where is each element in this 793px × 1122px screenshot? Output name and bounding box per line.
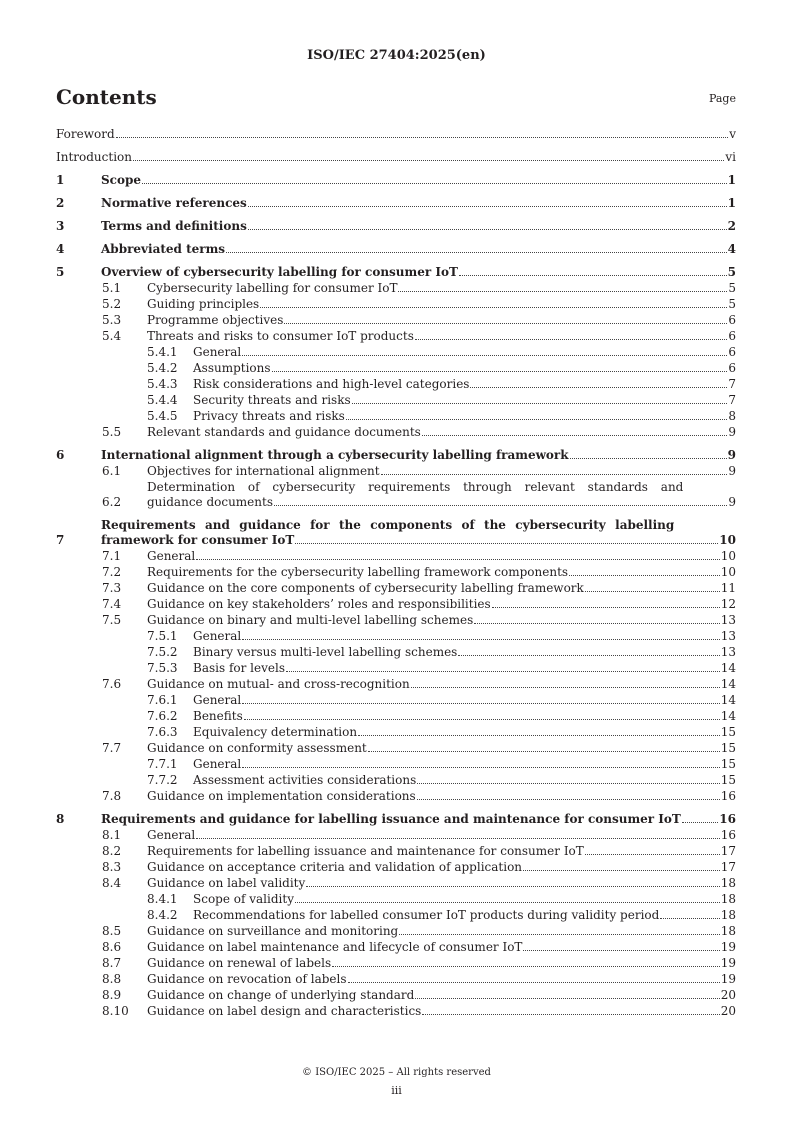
toc-entry-title: Programme objectives — [147, 313, 284, 327]
toc-entry[interactable] — [56, 598, 736, 611]
toc-entry-number: 5.3 — [102, 313, 122, 327]
toc-entry-title: Basis for levels — [193, 661, 285, 675]
toc-entry[interactable] — [56, 220, 736, 233]
toc-entry[interactable] — [56, 449, 736, 462]
toc-entry-number: 8.3 — [102, 860, 122, 874]
toc-entry-page: 4 — [727, 242, 736, 256]
toc-entry[interactable] — [56, 298, 736, 311]
toc-entry-number: 8.6 — [102, 940, 122, 954]
toc-entry[interactable] — [56, 774, 736, 787]
toc-entry[interactable] — [56, 314, 736, 327]
toc-entry[interactable] — [56, 829, 736, 842]
dot-leader — [248, 229, 727, 230]
toc-entry-number: 5.4.2 — [147, 361, 178, 375]
dot-leader — [492, 607, 720, 608]
toc-entry-number: 8.7 — [102, 956, 122, 970]
toc-entry[interactable] — [56, 243, 736, 256]
toc-entry[interactable] — [56, 174, 736, 187]
toc-entry-title: Assumptions — [193, 361, 271, 375]
toc-entry-number: 8.4 — [102, 876, 122, 890]
toc-entry[interactable] — [56, 378, 736, 391]
toc-entry-title: Guidance on change of underlying standard — [147, 988, 415, 1002]
toc-entry-title: Guidance on label validity — [147, 876, 306, 890]
toc-entry[interactable] — [56, 330, 736, 343]
toc-entry-page: 10 — [719, 533, 736, 547]
toc-entry-page: 5 — [728, 281, 736, 295]
toc-entry-page: 15 — [720, 725, 736, 739]
toc-entry-page: 18 — [720, 892, 736, 906]
toc-entry[interactable] — [56, 941, 736, 954]
toc-entry-title: Relevant standards and guidance documents — [147, 425, 421, 439]
toc-entry-page: 15 — [720, 741, 736, 755]
dot-leader — [415, 998, 719, 999]
toc-entry-page: 19 — [720, 956, 736, 970]
toc-entry-page: 5 — [728, 297, 736, 311]
dot-leader — [272, 371, 728, 372]
toc-entry-title: Assessment activities considerations — [193, 773, 417, 787]
toc-entry-page: 15 — [720, 773, 736, 787]
toc-entry-page: 17 — [720, 860, 736, 874]
toc-entry-title: Privacy threats and risks — [193, 409, 345, 423]
toc-entry-number: 7.5.3 — [147, 661, 178, 675]
dot-leader — [248, 206, 727, 207]
toc-entry[interactable] — [56, 957, 736, 970]
toc-entry[interactable] — [56, 662, 736, 675]
toc-entry-number: 7.6 — [102, 677, 122, 691]
toc-entry-page: 11 — [720, 581, 736, 595]
toc-entry-number: 8.10 — [102, 1004, 129, 1018]
toc-entry-number: 7.2 — [102, 565, 122, 579]
toc-entry-number: 7.3 — [102, 581, 122, 595]
toc-entry-title: Security threats and risks — [193, 393, 351, 407]
page-column-label: Page — [708, 92, 736, 105]
dot-leader — [398, 291, 727, 292]
toc-entry-page: 8 — [728, 409, 736, 423]
dot-leader — [352, 403, 728, 404]
toc-entry-page: 13 — [720, 629, 736, 643]
toc-entry-title: Guidance on surveillance and monitoring — [147, 924, 399, 938]
toc-entry[interactable] — [56, 266, 736, 279]
dot-leader — [422, 1014, 719, 1015]
toc-entry-number: 6.1 — [102, 464, 122, 478]
toc-entry-title: guidance documents — [147, 495, 273, 509]
toc-entry-title: General — [193, 693, 242, 707]
toc-entry-title: Guidance on key stakeholders’ roles and responsibilities — [147, 597, 491, 611]
toc-entry-title: Benefits — [193, 709, 243, 723]
toc-entry-number: 7.6.3 — [147, 725, 178, 739]
dot-leader — [260, 307, 727, 308]
toc-entry[interactable] — [56, 519, 736, 547]
toc-entry-page: 9 — [728, 495, 736, 509]
toc-entry-title: General — [147, 828, 196, 842]
toc-entry-title: Requirements for labelling issuance and maintenance for consumer IoT — [147, 844, 584, 858]
toc-entry-title: Recommendations for labelled consumer IoT products during validity period — [193, 908, 660, 922]
toc-entry-page: 6 — [728, 361, 736, 375]
toc-entry-number: 8.8 — [102, 972, 122, 986]
toc-entry-title: Objectives for international alignment — [147, 464, 380, 478]
toc-entry-title: Guidance on acceptance criteria and validation of application — [147, 860, 523, 874]
toc-entry-title: framework for consumer IoT — [101, 533, 295, 547]
toc-entry-title: Determination of cybersecurity requirements through relevant standards and — [147, 480, 684, 494]
toc-entry-number: 8.9 — [102, 988, 122, 1002]
dot-leader — [242, 703, 719, 704]
toc-entry[interactable] — [56, 678, 736, 691]
dot-leader — [411, 687, 720, 688]
toc-entry-page: vi — [725, 150, 736, 164]
dot-leader — [422, 435, 728, 436]
toc-entry-title: Abbreviated terms — [101, 242, 226, 256]
toc-entry-page: 1 — [727, 173, 736, 187]
toc-entry-title: Guidance on implementation considerations — [147, 789, 416, 803]
toc-entry-title: Threats and risks to consumer IoT products — [147, 329, 414, 343]
toc-entry[interactable] — [56, 758, 736, 771]
toc-entry-page: 9 — [727, 448, 736, 462]
dot-leader — [474, 623, 719, 624]
toc-entry[interactable] — [56, 909, 736, 922]
toc-entry-page: 12 — [720, 597, 736, 611]
toc-entry-title: Overview of cybersecurity labelling for consumer IoT — [101, 265, 458, 279]
toc-entry-number: 8.4.1 — [147, 892, 178, 906]
toc-entry-page: 13 — [720, 613, 736, 627]
toc-entry[interactable] — [56, 481, 736, 509]
toc-entry-page: 10 — [720, 549, 736, 563]
dot-leader — [381, 474, 728, 475]
toc-entry[interactable] — [56, 861, 736, 874]
dot-leader — [226, 252, 727, 253]
toc-entry-title: General — [147, 549, 196, 563]
toc-entry-page: 17 — [720, 844, 736, 858]
toc-entry-page: 18 — [720, 908, 736, 922]
dot-leader — [274, 505, 727, 506]
toc-entry-number: 7.7 — [102, 741, 122, 755]
dot-leader — [470, 387, 727, 388]
toc-entry-title: Risk considerations and high-level categories — [193, 377, 470, 391]
dot-leader — [660, 918, 719, 919]
dot-leader — [358, 735, 720, 736]
page-title: Contents — [56, 85, 157, 109]
dot-leader — [116, 137, 729, 138]
toc-entry-title: General — [193, 757, 242, 771]
toc-entry-number: 5.4.1 — [147, 345, 178, 359]
toc-entry-page: 14 — [720, 709, 736, 723]
dot-leader — [569, 575, 720, 576]
toc-entry-title: Guidance on revocation of labels — [147, 972, 347, 986]
toc-entry-page: 6 — [728, 329, 736, 343]
toc-entry-page: 7 — [728, 377, 736, 391]
toc-entry-title: Guidance on label maintenance and lifecycle of consumer IoT — [147, 940, 523, 954]
toc-entry-page: 14 — [720, 661, 736, 675]
dot-leader — [459, 275, 727, 276]
toc-entry[interactable] — [56, 465, 736, 478]
toc-entry-page: 19 — [720, 940, 736, 954]
toc-entry-number: 5 — [56, 265, 65, 279]
toc-entry-number: 8.2 — [102, 844, 122, 858]
toc-entry-page: 7 — [728, 393, 736, 407]
toc-entry-title: Guidance on mutual- and cross-recognition — [147, 677, 410, 691]
toc-entry-title: Guidance on binary and multi-level labelling schemes — [147, 613, 474, 627]
toc-entry[interactable] — [56, 197, 736, 210]
toc-entry-number: 8 — [56, 812, 65, 826]
toc-entry[interactable] — [56, 346, 736, 359]
toc-entry-number: 5.1 — [102, 281, 122, 295]
toc-entry[interactable] — [56, 790, 736, 803]
toc-entry-title: Binary versus multi-level labelling schemes — [193, 645, 458, 659]
toc-entry-number: 2 — [56, 196, 65, 210]
toc-entry-title: Normative references — [101, 196, 247, 210]
toc-entry-title: General — [193, 629, 242, 643]
toc-entry[interactable] — [56, 582, 736, 595]
toc-entry[interactable] — [56, 128, 736, 141]
dot-leader — [417, 799, 720, 800]
toc-entry[interactable] — [56, 550, 736, 563]
dot-leader — [284, 323, 727, 324]
toc-entry-title: Equivalency determination — [193, 725, 358, 739]
toc-entry-number: 6.2 — [102, 495, 122, 509]
document-header: ISO/IEC 27404:2025(en) — [307, 48, 486, 63]
dot-leader — [242, 767, 719, 768]
toc-entry[interactable] — [56, 282, 736, 295]
toc-entry-number: 7.6.2 — [147, 709, 178, 723]
toc-entry-page: 6 — [728, 313, 736, 327]
toc-entry[interactable] — [56, 710, 736, 723]
dot-leader — [196, 838, 719, 839]
toc-entry[interactable] — [56, 566, 736, 579]
toc-entry-page: 9 — [728, 464, 736, 478]
toc-entry[interactable] — [56, 877, 736, 890]
dot-leader — [523, 950, 719, 951]
dot-leader — [244, 719, 720, 720]
toc-entry-title: Introduction — [56, 150, 132, 164]
toc-entry[interactable] — [56, 630, 736, 643]
toc-entry[interactable] — [56, 925, 736, 938]
toc-entry-title: Scope — [101, 173, 142, 187]
toc-entry-number: 7.8 — [102, 789, 122, 803]
toc-entry-number: 7.7.1 — [147, 757, 178, 771]
toc-entry-title: Requirements and guidance for labelling issuance and maintenance for consumer IoT — [101, 812, 681, 826]
toc-entry[interactable] — [56, 410, 736, 423]
toc-entry-number: 7.5 — [102, 613, 122, 627]
toc-entry[interactable] — [56, 614, 736, 627]
toc-entry-title: Cybersecurity labelling for consumer IoT — [147, 281, 398, 295]
toc-entry-title: Terms and definitions — [101, 219, 247, 233]
toc-entry-number: 7.5.1 — [147, 629, 178, 643]
toc-entry[interactable] — [56, 646, 736, 659]
toc-entry-page: 16 — [720, 789, 736, 803]
toc-entry-title: Guidance on conformity assessment — [147, 741, 367, 755]
toc-entry-number: 7.7.2 — [147, 773, 178, 787]
toc-entry-page: 5 — [727, 265, 736, 279]
dot-leader — [196, 559, 719, 560]
toc-entry-page: 13 — [720, 645, 736, 659]
toc-entry[interactable] — [56, 742, 736, 755]
toc-entry-title: Requirements and guidance for the components of the cybersecurity labelling — [101, 518, 675, 532]
toc-entry[interactable] — [56, 989, 736, 1002]
copyright-notice: © ISO/IEC 2025 – All rights reserved — [302, 1067, 491, 1078]
toc-entry-number: 5.4.4 — [147, 393, 178, 407]
dot-leader — [570, 458, 727, 459]
dot-leader — [242, 639, 719, 640]
toc-entry-page: 18 — [720, 876, 736, 890]
toc-entry-title: General — [193, 345, 242, 359]
dot-leader — [399, 934, 719, 935]
toc-entry-number: 8.5 — [102, 924, 122, 938]
toc-entry-number: 8.4.2 — [147, 908, 178, 922]
dot-leader — [417, 783, 719, 784]
toc-entry-page: 20 — [720, 1004, 736, 1018]
toc-entry-title: Guidance on renewal of labels — [147, 956, 332, 970]
toc-entry-number: 8.1 — [102, 828, 122, 842]
toc-entry[interactable] — [56, 845, 736, 858]
dot-leader — [295, 543, 718, 544]
dot-leader — [348, 982, 720, 983]
toc-entry-number: 3 — [56, 219, 65, 233]
toc-entry-title: Guidance on the core components of cybersecurity labelling framework — [147, 581, 584, 595]
toc-entry[interactable] — [56, 1005, 736, 1018]
toc-entry[interactable] — [56, 426, 736, 439]
toc-entry-title: International alignment through a cybersecurity labelling framework — [101, 448, 569, 462]
toc-entry-title: Guidance on label design and characteristics — [147, 1004, 422, 1018]
dot-leader — [332, 966, 720, 967]
dot-leader — [585, 591, 720, 592]
dot-leader — [295, 902, 720, 903]
toc-entry-page: 20 — [720, 988, 736, 1002]
toc-entry-page: 14 — [720, 693, 736, 707]
toc-entry-number: 5.4.3 — [147, 377, 178, 391]
toc-entry[interactable] — [56, 151, 736, 164]
toc-entry-number: 5.5 — [102, 425, 122, 439]
toc-entry-page: 6 — [728, 345, 736, 359]
toc-entry[interactable] — [56, 694, 736, 707]
dot-leader — [306, 886, 719, 887]
toc-entry[interactable] — [56, 893, 736, 906]
page-number: iii — [391, 1084, 402, 1097]
toc-entry-page: 1 — [727, 196, 736, 210]
toc-entry-number: 5.4 — [102, 329, 122, 343]
toc-entry-page: 14 — [720, 677, 736, 691]
toc-entry-title: Guiding principles — [147, 297, 260, 311]
toc-entry-page: 2 — [727, 219, 736, 233]
toc-entry-page: 15 — [720, 757, 736, 771]
toc-entry-number: 4 — [56, 242, 65, 256]
toc-entry-title: Requirements for the cybersecurity labelling framework components — [147, 565, 569, 579]
toc-entry[interactable] — [56, 394, 736, 407]
toc-entry[interactable] — [56, 973, 736, 986]
dot-leader — [585, 854, 720, 855]
dot-leader — [133, 160, 724, 161]
toc-entry-number: 5.4.5 — [147, 409, 178, 423]
toc-entry-page: v — [729, 127, 736, 141]
dot-leader — [346, 419, 728, 420]
toc-entry-number: 7.6.1 — [147, 693, 178, 707]
toc-entry-page: 16 — [719, 812, 736, 826]
toc-entry-title: Foreword — [56, 127, 115, 141]
toc-entry[interactable] — [56, 362, 736, 375]
dot-leader — [242, 355, 727, 356]
dot-leader — [142, 183, 727, 184]
dot-leader — [286, 671, 720, 672]
toc-entry-page: 19 — [720, 972, 736, 986]
dot-leader — [682, 822, 718, 823]
dot-leader — [523, 870, 720, 871]
toc-entry-number: 7.4 — [102, 597, 122, 611]
toc-entry-number: 1 — [56, 173, 65, 187]
dot-leader — [415, 339, 727, 340]
toc-entry-number: 7 — [56, 533, 65, 547]
table-of-contents — [56, 128, 736, 1018]
toc-entry-number: 7.5.2 — [147, 645, 178, 659]
toc-entry-number: 6 — [56, 448, 65, 462]
toc-entry-number: 7.1 — [102, 549, 122, 563]
toc-entry-page: 18 — [720, 924, 736, 938]
toc-entry-page: 9 — [728, 425, 736, 439]
toc-entry-page: 16 — [720, 828, 736, 842]
toc-entry[interactable] — [56, 813, 736, 826]
toc-entry-page: 10 — [720, 565, 736, 579]
toc-entry[interactable] — [56, 726, 736, 739]
dot-leader — [458, 655, 719, 656]
toc-entry-number: 5.2 — [102, 297, 122, 311]
toc-entry-title: Scope of validity — [193, 892, 294, 906]
dot-leader — [368, 751, 720, 752]
